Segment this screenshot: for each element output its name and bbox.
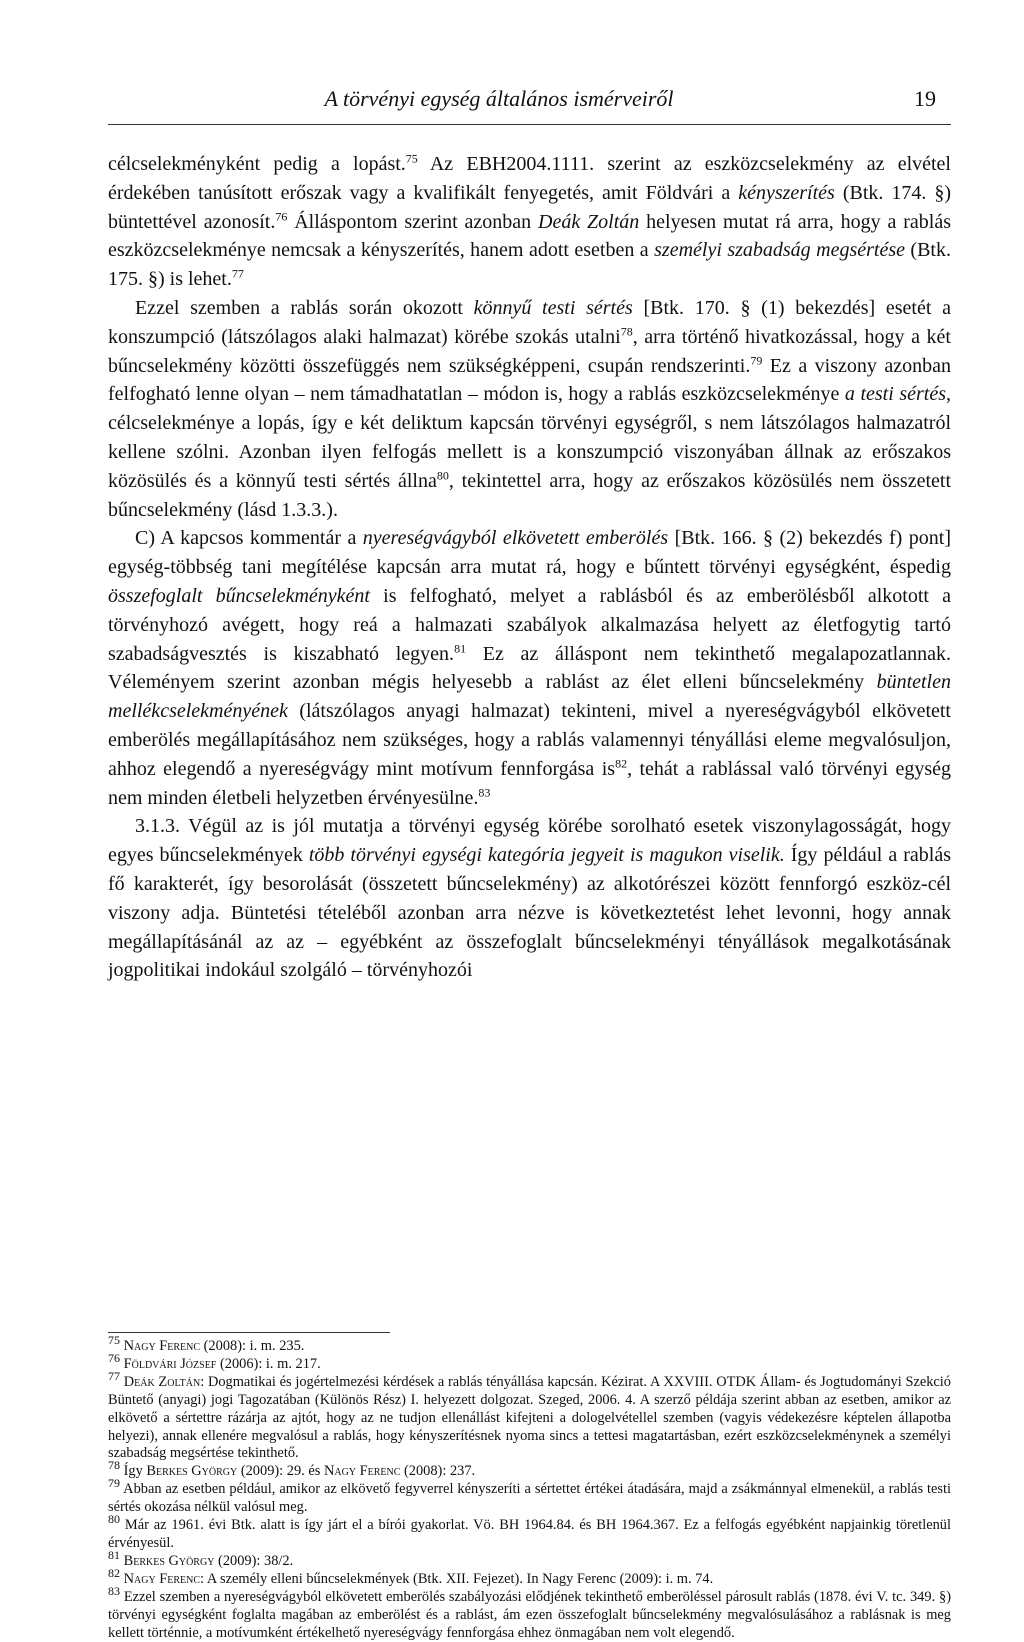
author-name: Nagy Ferenc (323, 1463, 401, 1480)
footnote (108, 1351, 951, 1374)
text-run: , tekintettel arra, hogy az erőszakos közösülés nem összetett bűncselekmény (lásd 1.3.3.). (108, 469, 951, 521)
footnote-ref: 77 (108, 1369, 120, 1384)
footnote-ref: 76 (275, 208, 288, 223)
text-run: (Btk. 175. §) is lehet. (108, 239, 951, 291)
page-header (108, 86, 950, 116)
footnote (108, 1512, 951, 1553)
text-run: (2009): 29. és (237, 1463, 324, 1480)
text-run: Ezzel szemben a nyereségvágyból elkövetett emberölés szabályozási elődjének tekinthető emberöléssel párosult rablás (1878. évi V. tc. 349. §) törvényi egységként foglalta magában az emberölést és a rablást, ám ezen összefoglalt bűncselekmény megvalósulásához a rablásnak is meg kellett történnie, a motívumként értékelhető nyereségvágy fennforgása ehhez önmagában nem volt elegendő. (108, 1588, 951, 1641)
text-run: Ez az álláspont nem tekinthető megalapozatlannak. Véleményem szerint azonban mégis helyesebb a rablást az élet elleni bűncselekmény (108, 642, 951, 694)
text-run: , arra történő hivatkozással, hogy a két bűncselekmény közötti összefüggés nem szükségképpeni, csupán rendszerinti. (108, 325, 951, 377)
text-run: (2009): 38/2. (214, 1552, 294, 1569)
text-run: helyesen mutat rá arra, hogy a rablás eszközcselekménye nemcsak a kényszerítés, hanem adott esetben a (108, 210, 951, 262)
text-run: Már az 1961. évi Btk. alatt is így járt el a bírói gyakorlat. Vö. BH 1964.84. és BH 1964.367. Ez a felfogás egyébként napjainkig töretlenül érvényesül. (108, 1517, 951, 1551)
emphasis-text: könnyű testi sértés (473, 296, 633, 319)
text-run: Ezzel szemben a rablás során okozott (135, 296, 474, 319)
footnote (108, 1458, 951, 1481)
text-run: , tehát a rablással való törvényi egység nem minden életbeli helyzetben érvényesülne. (108, 757, 951, 809)
text-run: , célcselekménye a lopás, így e két deliktum kapcsán törvényi egységről, s nem látszólagos halmazatról kellene szólni. Azonban ilyen felfogás mellett is a konszumpció viszonyában állnak az erőszakos közösülés és a könnyű testi sértés állna (108, 383, 951, 492)
emphasis-text: összefoglalt bűncselekményként (108, 584, 370, 607)
footnote-ref: 76 (108, 1351, 120, 1366)
body-paragraph (108, 294, 951, 524)
footnote (108, 1476, 951, 1517)
text-run: [Btk. 170. § (1) bekezdés] esetét a konszumpció (látszólagos alaki halmazat) körébe szokás utalni (108, 296, 951, 348)
footnote-ref: 79 (750, 352, 763, 367)
author-name: Nagy Ferenc (123, 1338, 201, 1354)
footnote-ref: 78 (108, 1458, 120, 1473)
text-run: Abban az esetben például, amikor az elkövető fegyverrel kényszeríti a sértettet értékei átadására, majd a zsákmánnyal elmenekül, a rablás testi sértés okozása nélkül valósul meg. (108, 1481, 951, 1516)
footnote (108, 1369, 951, 1464)
author-name: Berkes György (146, 1463, 238, 1480)
body-text (108, 150, 951, 985)
footnote-ref: 80 (108, 1512, 120, 1527)
author-name: Berkes György (123, 1552, 215, 1569)
body-paragraph (108, 524, 951, 812)
text-run: : Dogmatikai és jogértelmezési kérdések a rablás tényállása kapcsán. Kézirat. A XXVIII. OTDK Állam- és Jogtudományi Szekció Büntető (anyagi) jogi Tagozatában (Különös Rész) I. helyezett dolgozat. Szeged, 2006. 4. A szerző példája szerint abban az esetben, amikor az elkövető a sértettre rázárja az ajtót, hogy az ne tudjon ellenállást kifejteni a dologelvétellel szemben (vagyis védekezésre képtelen állapotba helyezi), annak ellenére megvalósul a rablás, hogy kényszerítésnek nyoma sincs a tettesi magatartásban, ezért eszközcselekménynek a személyi szabadság megsértése tekinthető. (108, 1373, 951, 1462)
page-number: 19 (914, 86, 936, 111)
footnote-ref: 82 (108, 1565, 120, 1580)
author-name: Deák Zoltán (123, 1373, 201, 1390)
text-run: (2008): i. m. 235. (200, 1338, 305, 1354)
footnotes (108, 1333, 951, 1642)
footnote-rule (108, 1332, 390, 1333)
footnote-ref: 83 (108, 1583, 120, 1598)
text-run: 3.1.3. Végül az is jól mutatja a törvényi egység körébe sorolható esetek viszonylagosságát, hogy egyes bűncselekmények (108, 815, 951, 867)
text-run: (Btk. 174. §) büntettével azonosít. (108, 181, 951, 233)
emphasis-text: a testi sértés (844, 383, 946, 406)
emphasis-text: kényszerítés (738, 181, 835, 204)
footnote (108, 1333, 951, 1356)
footnote (108, 1548, 951, 1571)
text-run: (2008): 237. (400, 1463, 476, 1480)
text-run: Álláspontom szerint azonban (287, 210, 539, 233)
footnote-ref: 79 (108, 1476, 120, 1491)
text-run: (2006): i. m. 217. (216, 1355, 321, 1372)
text-run: : A személy elleni bűncselekmények (Btk. XII. Fejezet). In Nagy Ferenc (2009): i. m. 74. (200, 1570, 714, 1587)
author-name: Nagy Ferenc (123, 1570, 201, 1587)
footnote-ref: 82 (615, 756, 628, 771)
footnote (108, 1583, 951, 1642)
emphasis-text: büntetlen mellékcselekményének (108, 671, 951, 723)
text-run: Az EBH2004.1111. szerint az eszközcselekmény az elvétel érdekében tanúsított erőszak vagy a kvalifikált fenyegetés, amit Földvári a (108, 153, 951, 204)
body-paragraph (108, 812, 951, 985)
footnote-ref: 78 (620, 324, 633, 339)
text-run: célcselekményként pedig a lopást. (108, 153, 406, 175)
footnote (108, 1565, 951, 1589)
footnote-ref: 83 (478, 784, 491, 799)
text-run: Így például a rablás fő karakterét, így besorolását (összetett bűncselekmény) az alkotórészei között fennforgó eszköz-cél viszony adja. Büntetési tételéből azonban arra nézve is következtetést lehet levonni, hogy annak megállapításánál az az – egyébként az összefoglalt bűncselekményi tényállások megalkotásának jogpolitikai indokául szolgáló – törvényhozói (108, 844, 951, 982)
text-run: Ez a viszony azonban felfogható lenne olyan – nem támadhatatlan – módon is, hogy a rablás eszközcselekménye (108, 354, 951, 406)
footnote-ref: 75 (405, 151, 418, 166)
footnote-ref: 80 (436, 468, 449, 483)
text-run: (látszólagos anyagi halmazat) tekinteni, mivel a nyereségvágyból elkövetett emberölés megállapításához nem szükséges, hogy a rablás valamennyi tényállási eleme megvalósuljon, ahhoz elegendő a nyereségvágy mint motívum fennforgása is (108, 700, 951, 780)
author-name: Földvári József (123, 1355, 217, 1372)
footnote-ref: 77 (231, 266, 244, 281)
footnote-ref: 75 (108, 1333, 120, 1348)
emphasis-text: több törvényi egységi kategória jegyeit is magukon viselik. (308, 844, 785, 867)
footnote-ref: 81 (454, 640, 467, 655)
text-run: is felfogható, melyet a rablásból és az emberölésből alkotott a törvényhozó avégett, hogy reá a halmazati szabályok alkalmazása helyett az életfogytig tartó szabadságvesztés is kiszabható legyen. (108, 584, 951, 665)
text-run: C) A kapcsos kommentár a (135, 527, 363, 550)
header-rule (108, 124, 951, 125)
emphasis-text: Deák Zoltán (538, 210, 640, 233)
running-title: A törvényi egység általános ismérveiről (324, 86, 674, 111)
text-run: Így (120, 1463, 147, 1480)
body-paragraph (108, 150, 951, 294)
text-run: [Btk. 166. § (2) bekezdés f) pont] egység-többség tani megítélése kapcsán arra mutat rá, hogy e bűntett törvényi egységként, éspedig (108, 527, 951, 579)
footnote-ref: 81 (108, 1548, 120, 1563)
emphasis-text: személyi szabadság megsértése (654, 239, 905, 262)
emphasis-text: nyereségvágyból elkövetett emberölés (362, 527, 669, 550)
